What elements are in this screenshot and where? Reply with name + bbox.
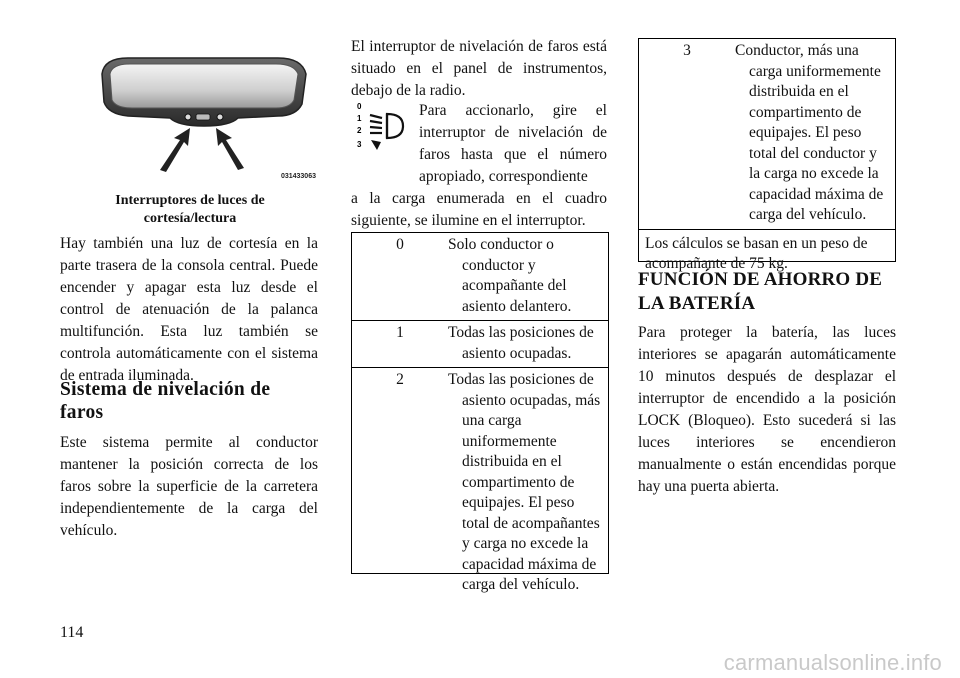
table-cell-text: Conductor, más una carga uniformemente distribuida en el compartimento de equipajes. El peso total del conductor y la carga no excede la capacidad máxima de carga del vehículo.: [735, 42, 884, 223]
leveling-system-paragraph: Este sistema permite al conductor mantener la posición correcta de los faros sobre la superficie de la carretera independientemente de la carga del vehículo.: [60, 434, 318, 539]
operation-paragraph-side: Para accionarlo, gire el interruptor de nivelación de faros hasta que el número apropiado, correspondiente: [419, 102, 607, 185]
section-heading-line-2: LA BATERÍA: [638, 293, 756, 314]
load-table-part-2: [638, 38, 896, 272]
table-cell-text: Todas las posiciones de asiento ocupadas.: [448, 324, 594, 362]
table-cell-level: 0: [396, 236, 404, 253]
icon-scale-label-2: 2: [357, 126, 362, 135]
page-number: 114: [60, 624, 84, 641]
table-cell-level: 3: [683, 42, 691, 59]
table-row: [352, 368, 608, 599]
icon-scale-label-0: 0: [357, 102, 362, 111]
icon-scale-label-1: 1: [357, 114, 362, 123]
figure-code: 031433063: [280, 173, 316, 180]
table-row: [352, 321, 608, 368]
section-heading-leveling: [60, 378, 318, 424]
load-table-part-1: [351, 232, 609, 593]
table-note: Los cálculos se basan en un peso de acompañante de 75 kg.: [645, 234, 868, 272]
table-row: [639, 39, 895, 229]
icon-scale-label-3: 3: [357, 140, 362, 149]
table-cell-text: Solo conductor o conductor y acompañante del asiento delantero.: [448, 236, 572, 315]
table-cell-text: Todas las posiciones de asiento ocupadas, más una carga uniformemente distribuida en el compartimento de equipajes. El peso total de acompañantes y carga no excede la capacidad máxima de carga del vehículo.: [448, 371, 601, 593]
table-cell-description: [448, 321, 608, 368]
table-row: [352, 233, 608, 321]
rearview-mirror-illustration: [88, 52, 320, 182]
section-heading-line-2: faros: [60, 402, 104, 423]
table-cell-level: 1: [396, 324, 404, 341]
courtesy-light-paragraph: Hay también una luz de cortesía en la parte trasera de la consola central. Puede encender y apagar esta luz desde el control de atenuación de la palanca multifunción. Esta luz también se controla automáticamente con el sistema de entrada iluminada.: [60, 235, 318, 384]
figure-caption-line-1: Interruptores de luces de: [115, 193, 265, 208]
section-heading-line-1: Sistema de nivelación de: [60, 379, 271, 400]
figure-caption-line-2: cortesía/lectura: [143, 211, 237, 226]
figure-caption: [62, 192, 318, 228]
operation-paragraph-continued: a la carga enumerada en el cuadro siguiente, se ilumine en el interruptor.: [351, 190, 607, 229]
table-cell-description: [448, 233, 608, 321]
headlamp-leveling-icon: [351, 100, 411, 156]
table-cell-description: [448, 368, 608, 599]
section-heading-line-1: FUNCIÓN DE AHORRO DE: [638, 269, 883, 290]
table-cell-description: [735, 39, 895, 229]
switch-location-paragraph: El interruptor de nivelación de faros está situado en el panel de instrumentos, debajo de la radio.: [351, 38, 607, 99]
section-heading-battery-saver: [638, 268, 896, 316]
watermark: carmanualsonline.info: [723, 650, 942, 675]
battery-saver-paragraph: Para proteger la batería, las luces interiores se apagarán automáticamente 10 minutos después de desplazar el interruptor de encendido a la posición LOCK (Bloqueo). Esto sucederá si las luces interiores se encendieron manualmente o están encendidas porque hay una puerta abierta.: [638, 324, 896, 495]
table-cell-level: 2: [396, 371, 404, 388]
